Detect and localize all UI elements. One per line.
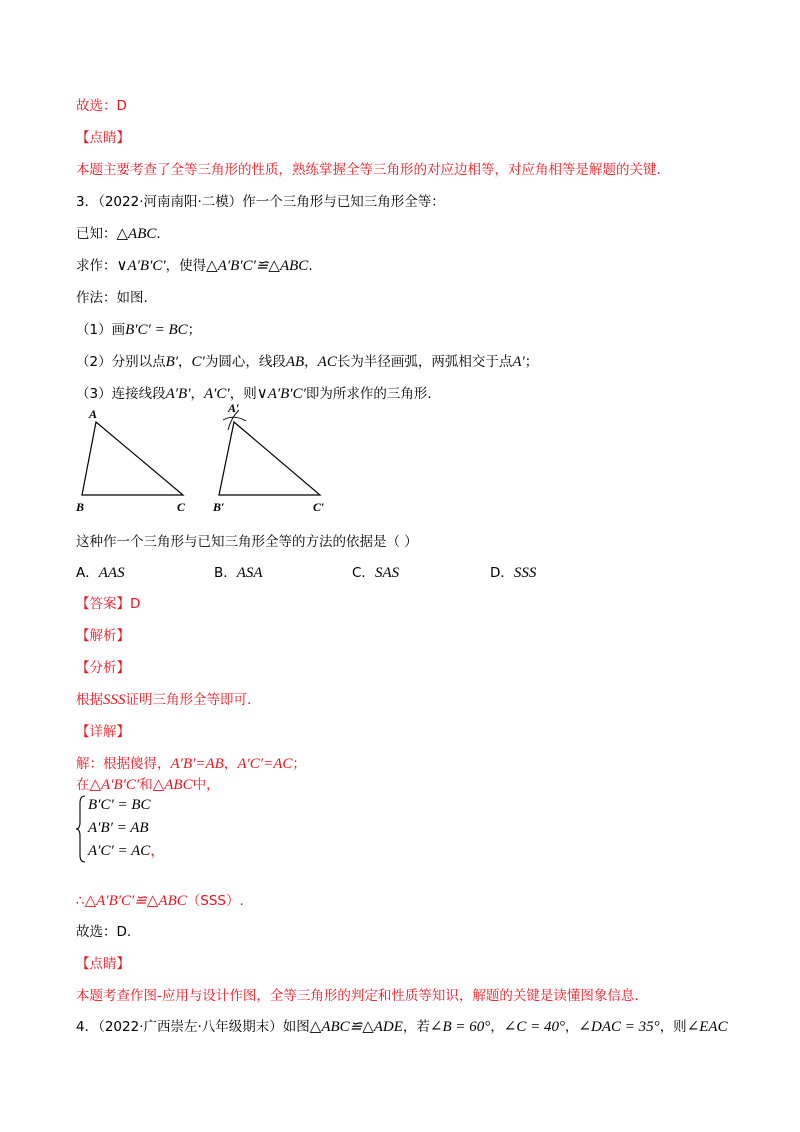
q4-t2: ，	[490, 1019, 504, 1035]
q3-step2-c: C′	[191, 354, 205, 370]
q3-step3-ac: A′C′	[203, 386, 230, 402]
q3-step2-ac: AC	[317, 354, 337, 370]
solution-line-1	[76, 754, 306, 774]
q3-step2-ab: AB	[285, 354, 305, 370]
solution-line-2	[76, 775, 220, 795]
fenxi-math: SSS	[103, 692, 126, 708]
q3-step2-sep: ，	[178, 354, 192, 370]
q3-known-end: .	[156, 226, 161, 242]
dianjing-text-2: 本题考查作图-应用与设计作图，全等三角形的判定和性质等知识，解题的关键是读懂图象信息.	[76, 988, 639, 1004]
system-row-3-text: A′C′ = AC	[88, 843, 151, 859]
sol2-pre: 在	[76, 777, 90, 793]
q4-t3: ，	[564, 1019, 579, 1035]
q3-step2-sep2: ，	[304, 354, 318, 370]
q3-construct	[76, 256, 313, 276]
q3-step1-math: B′C′ = BC	[125, 322, 188, 338]
choice-c	[352, 563, 399, 583]
q3-known-math: △ABC	[116, 226, 157, 242]
q3-step3-mid: ，则	[229, 386, 257, 402]
sol2-mid: 和	[139, 777, 153, 793]
fenxi-pre: 根据	[76, 692, 103, 708]
q3-construct-label: 求作：	[76, 258, 117, 274]
sol2-m1: △A′B′C′	[89, 777, 140, 793]
triangles-svg	[76, 400, 376, 520]
sol2-m2: △ABC	[152, 777, 193, 793]
q3-step2-mid: 为圆心，线段	[204, 354, 286, 370]
q4-header-text: 4．（2022·广西崇左·八年级期末）如图	[76, 1019, 310, 1035]
q3-header: 3．（2022·河南南阳·二模）作一个三角形与已知三角形全等：	[76, 194, 445, 210]
choice-d-text: SSS	[513, 565, 537, 581]
sol1-pre: 解：根据傻得，	[76, 756, 171, 772]
q3-question: 这种作一个三角形与已知三角形全等的方法的依据是（ ）	[76, 534, 418, 550]
q3-step1-end: ；	[187, 322, 202, 338]
q4-math2: ∠B = 60°	[429, 1019, 491, 1035]
q3-step2-a: A′	[512, 354, 525, 370]
choice-a-letter: A．	[76, 565, 99, 581]
q3-known	[76, 224, 161, 244]
label-c2: C′	[313, 500, 325, 514]
q4-math5: ∠EAC	[686, 1019, 728, 1035]
sol1-m2: A′C′=AC	[237, 756, 293, 772]
q4-math4: ∠DAC = 35°	[578, 1019, 660, 1035]
label-a2: A′	[228, 401, 240, 415]
dianjing-tag-2: 【点睛】	[76, 956, 130, 972]
system-row-2: A′B′ = AB	[88, 820, 149, 836]
system-comma: ，	[150, 843, 166, 859]
q3-step2-rest: 长为半径画弧，两弧相交于点	[336, 354, 513, 370]
sol1-end: ；	[292, 756, 306, 772]
jiexi-tag: 【解析】	[76, 628, 130, 644]
system-row-1: B′C′ = BC	[88, 797, 151, 813]
previous-answer-choice: 故选：D	[76, 98, 127, 114]
q3-step3-tri: ∨A′B′C′	[256, 386, 306, 402]
label-b2: B′	[213, 500, 225, 514]
left-brace	[76, 795, 86, 863]
sol2-end: 中，	[192, 777, 220, 793]
q3-step3-end: 即为所求作的三角形.	[305, 386, 432, 402]
fenxi-text	[76, 690, 251, 710]
sol1-sep: ，	[223, 756, 238, 772]
conclusion-end: .	[239, 893, 244, 909]
q3-construct-math1: ∨A′B′C′	[116, 258, 166, 274]
conclusion-math: △A′B′C′≌△ABC	[84, 893, 187, 909]
choice-a-text: AAS	[98, 565, 125, 581]
q3-construct-end: .	[308, 258, 313, 274]
answer-tag: 【答案】D	[76, 596, 141, 612]
q3-known-label: 已知：	[76, 226, 117, 242]
choice-b-letter: B．	[214, 565, 237, 581]
q3-construct-math2: △A′B′C′≌△ABC	[206, 258, 309, 274]
conclusion	[76, 891, 244, 911]
q3-step2-b: B′	[165, 354, 179, 370]
q3-step2-end: ；	[524, 354, 539, 370]
fenxi-tag: 【分析】	[76, 660, 130, 676]
choice-b-text: ASA	[236, 565, 263, 581]
q3-step1	[76, 320, 201, 340]
q4-header	[76, 1017, 728, 1037]
choice-a	[76, 563, 125, 583]
arc-from-b2	[223, 417, 246, 421]
dianjing-text-1: 本题主要考查了全等三角形的性质，熟练掌握全等三角形的对应边相等，对应角相等是解题的关键.	[76, 162, 661, 178]
fenxi-post: 证明三角形全等即可.	[125, 692, 252, 708]
choice-c-text: SAS	[374, 565, 400, 581]
q3-step2-prefix: （2）分别以点	[76, 354, 166, 370]
xiangjie-tag: 【详解】	[76, 724, 130, 740]
conclusion-pre: ∴	[76, 893, 85, 909]
dianjing-tag-1: 【点睛】	[76, 130, 130, 146]
choice-d-letter: D．	[490, 565, 514, 581]
q3-method: 作法：如图.	[76, 290, 148, 306]
q3-step1-prefix: （1）画	[76, 322, 126, 338]
triangle-abc	[82, 422, 183, 495]
choice-b	[214, 563, 263, 583]
system-row-3	[88, 841, 165, 861]
choice-d	[490, 563, 536, 583]
final-choice: 故选：D.	[76, 924, 132, 940]
q3-step3-sep: ，	[190, 386, 204, 402]
label-b: B	[76, 500, 85, 514]
q4-math1: △ABC≌△ADE	[309, 1019, 403, 1035]
q4-t1: ，若	[402, 1019, 430, 1035]
q3-construct-mid: ，使得	[165, 258, 207, 274]
conclusion-paren: （SSS）	[186, 893, 240, 909]
q3-step3-ab: A′B′	[165, 386, 191, 402]
choice-c-letter: C．	[352, 565, 375, 581]
q4-t4: ，则	[659, 1019, 687, 1035]
triangle-a2b2c2	[219, 422, 320, 495]
sol1-m1: A′B′=AB	[170, 756, 224, 772]
q3-step3-prefix: （3）连接线段	[76, 386, 166, 402]
triangle-figure	[76, 400, 376, 520]
label-c: C	[177, 500, 186, 514]
label-a: A	[89, 407, 98, 421]
q4-math3: ∠C = 40°	[503, 1019, 565, 1035]
q3-step2	[76, 352, 538, 372]
equation-system	[76, 795, 196, 863]
q3-choices	[76, 563, 676, 583]
